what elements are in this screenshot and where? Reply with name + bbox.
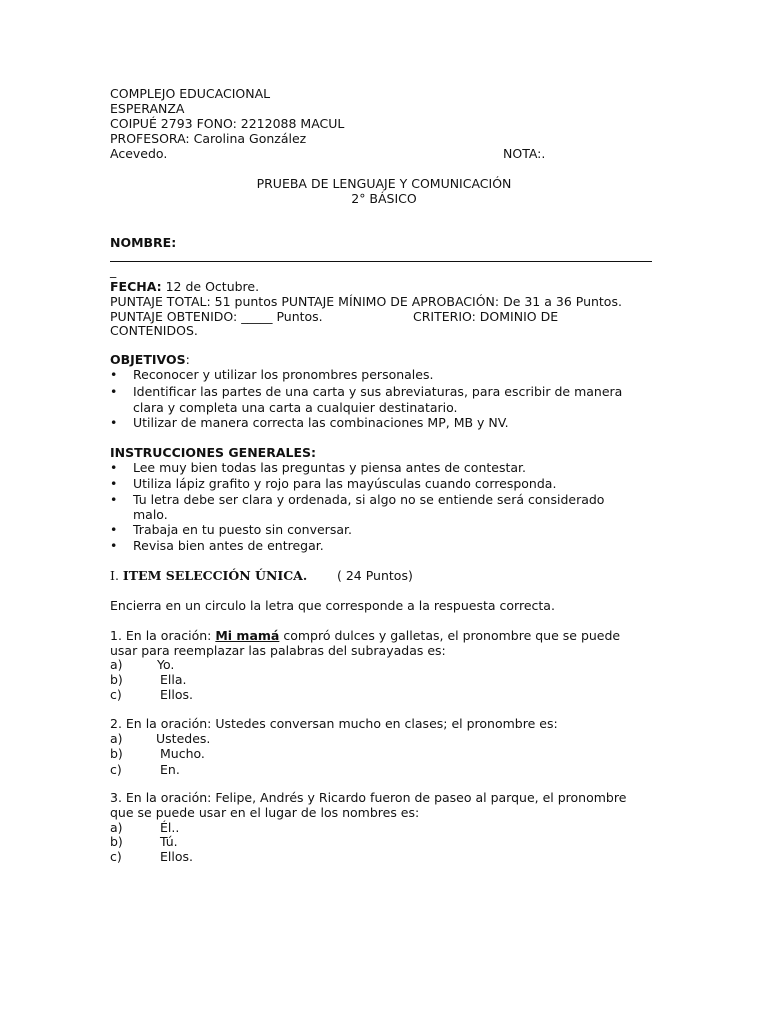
criterio-line1: CRITERIO: DOMINIO DE (413, 309, 559, 324)
criterio-line2: CONTENIDOS. (110, 323, 198, 338)
puntaje-total: PUNTAJE TOTAL: 51 puntos PUNTAJE MÍNIMO DE APROBACIÓN: De 31 a 36 Puntos. (110, 294, 622, 309)
objetivo-item: Reconocer y utilizar los pronombres personales. (133, 367, 434, 382)
objetivo-item-continued: clara y completa una carta a cualquier destinatario. (133, 400, 458, 415)
nombre-blank-tail: _ (110, 263, 117, 278)
section-points: ( 24 Puntos) (337, 568, 413, 583)
option-text: Ustedes. (156, 731, 211, 746)
option-letter[interactable]: b) (110, 746, 123, 761)
bullet-icon: • (110, 367, 118, 382)
option-text: Ellos. (160, 687, 193, 702)
option-letter[interactable]: a) (110, 731, 123, 746)
teacher-line2: Acevedo. (110, 146, 168, 161)
option-text: Él.. (160, 820, 180, 835)
nota-label: NOTA:. (503, 146, 546, 161)
fecha-row (110, 279, 259, 294)
objetivos-heading (110, 352, 190, 367)
instruccion-item-continued: malo. (133, 507, 168, 522)
bullet-icon: • (110, 384, 118, 399)
option-text: Ellos. (160, 849, 193, 864)
section-heading (110, 568, 307, 583)
option-letter[interactable]: b) (110, 834, 123, 849)
option-letter[interactable]: a) (110, 657, 123, 672)
option-letter[interactable]: c) (110, 762, 122, 777)
objetivo-item: Utilizar de manera correcta las combinaciones MP, MB y NV. (133, 415, 509, 430)
bullet-icon: • (110, 460, 118, 475)
nombre-blank-line[interactable] (110, 261, 652, 262)
question-3-line1: 3. En la oración: Felipe, Andrés y Ricardo fueron de paseo al parque, el pronombre (110, 790, 627, 805)
exam-title: PRUEBA DE LENGUAJE Y COMUNICACIÓN (256, 176, 512, 191)
section-title: ITEM SELECCIÓN ÚNICA. (122, 568, 308, 583)
objetivos-colon: : (185, 352, 190, 367)
instrucciones-heading: INSTRUCCIONES GENERALES: (110, 445, 316, 460)
option-text: Mucho. (160, 746, 205, 761)
question-1-line1 (110, 628, 620, 643)
bullet-icon: • (110, 476, 118, 491)
question-1-underlined: Mi mamá (215, 628, 280, 643)
objetivo-item: Identificar las partes de una carta y sus abreviaturas, para escribir de manera (133, 384, 623, 399)
instruccion-item: Utiliza lápiz grafito y rojo para las mayúsculas cuando corresponda. (133, 476, 557, 491)
school-name-line1: COMPLEJO EDUCACIONAL (110, 86, 271, 101)
bullet-icon: • (110, 415, 118, 430)
bullet-icon: • (110, 492, 118, 507)
option-letter[interactable]: c) (110, 849, 122, 864)
option-text: Ella. (160, 672, 187, 687)
question-1-prefix: 1. En la oración: (110, 628, 216, 643)
instruccion-item: Tu letra debe ser clara y ordenada, si algo no se entiende será considerado (133, 492, 605, 507)
objetivos-heading-text: OBJETIVOS (110, 352, 186, 367)
option-text: Tú. (160, 834, 178, 849)
exam-title-line1 (0, 176, 768, 191)
option-letter[interactable]: b) (110, 672, 123, 687)
bullet-icon: • (110, 522, 118, 537)
puntaje-obtenido: PUNTAJE OBTENIDO: _____ Puntos. (110, 309, 323, 324)
fecha-label: FECHA: (110, 279, 162, 294)
section-numeral: I. (110, 568, 119, 583)
question-3-line2: que se puede usar en el lugar de los nombres es: (110, 805, 420, 820)
question-1-line2: usar para reemplazar las palabras del subrayadas es: (110, 643, 446, 658)
question-1-rest: compró dulces y galletas, el pronombre que se puede (279, 628, 621, 643)
section-instruction: Encierra en un circulo la letra que corresponde a la respuesta correcta. (110, 598, 555, 613)
instruccion-item: Revisa bien antes de entregar. (133, 538, 324, 553)
option-text: Yo. (157, 657, 175, 672)
option-text: En. (160, 762, 180, 777)
nombre-label: NOMBRE: (110, 235, 177, 250)
instruccion-item: Lee muy bien todas las preguntas y piensa antes de contestar. (133, 460, 526, 475)
option-letter[interactable]: a) (110, 820, 123, 835)
bullet-icon: • (110, 538, 118, 553)
option-letter[interactable]: c) (110, 687, 122, 702)
instruccion-item: Trabaja en tu puesto sin conversar. (133, 522, 352, 537)
school-address: COIPUÉ 2793 FONO: 2212088 MACUL (110, 116, 345, 131)
school-name-line2: ESPERANZA (110, 101, 185, 116)
question-2-line1: 2. En la oración: Ustedes conversan mucho en clases; el pronombre es: (110, 716, 558, 731)
fecha-value: 12 de Octubre. (165, 279, 260, 294)
teacher-line1: PROFESORA: Carolina González (110, 131, 307, 146)
exam-title-line2: 2° BÁSICO (351, 191, 417, 206)
